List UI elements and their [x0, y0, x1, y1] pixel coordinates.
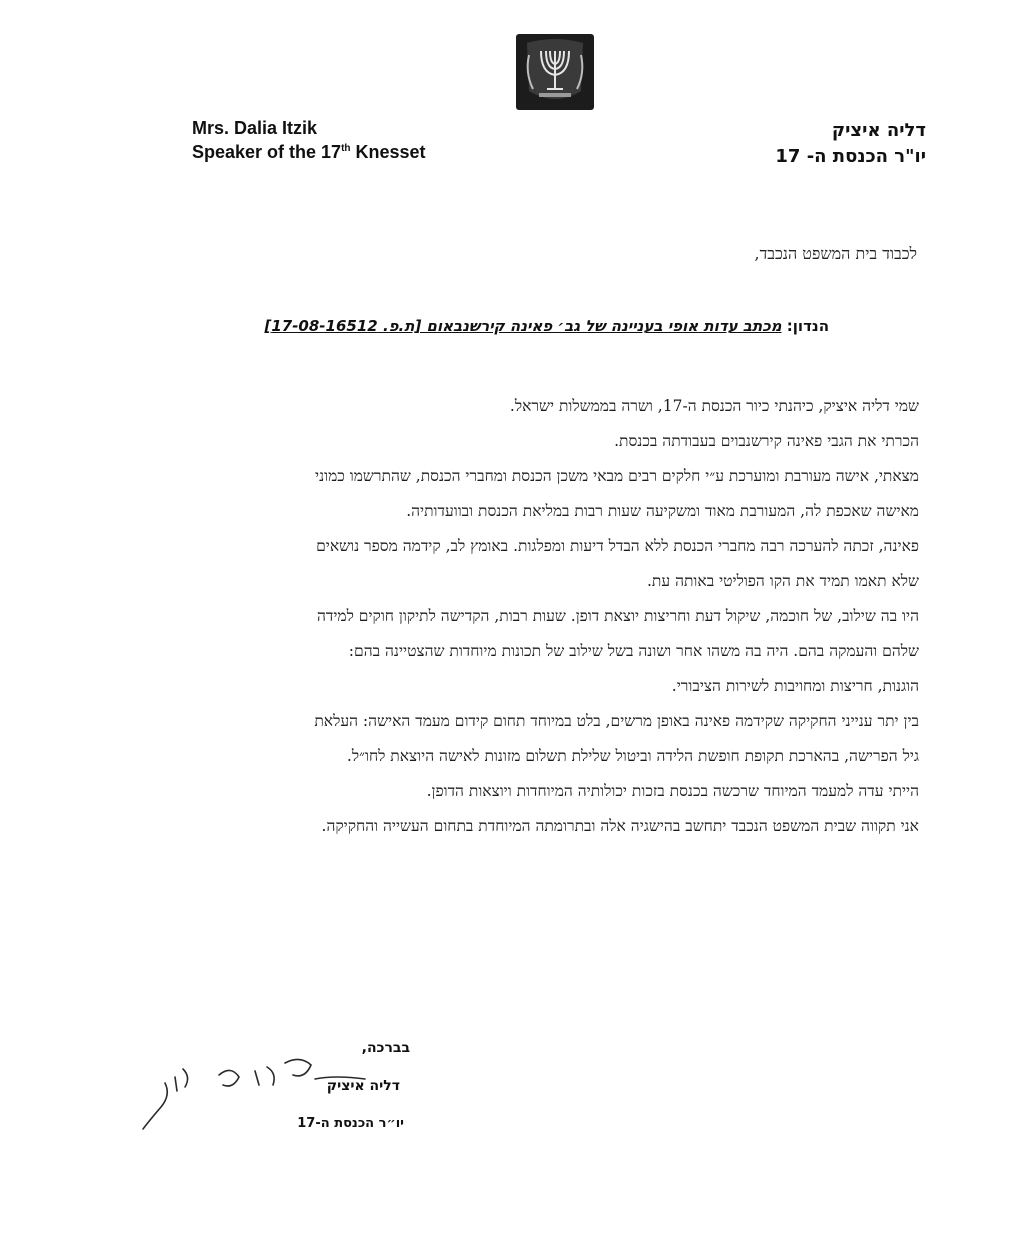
body-line: בין יתר ענייני החקיקה שקידמה פאינה באופן מרשים, בלט במיוחד תחום קידום מעמד האישה: העלאת — [314, 712, 919, 730]
letter-body — [169, 395, 919, 850]
body-line: מאישה שאכפת לה, המעורבת מאוד ומשקיעה שעות רבות במליאת הכנסת ובוועדותיה. — [406, 502, 919, 520]
body-line: שלא תאמו תמיד את הקו הפוליטי באותה עת. — [646, 572, 919, 590]
body-line: שמי דליה איציק, כיהנתי כיור הכנסת ה-17, ושרה בממשלות ישראל. — [509, 397, 919, 415]
body-line: גיל הפרישה, בהארכת תקופת חופשת הלידה וביטול שלילת תשלום מזונות לאישה היוצאת לחו״ל. — [346, 747, 919, 765]
body-line: הכרתי את הגבי פאינה קירשנבוים בעבודתה בכנסת. — [614, 432, 919, 450]
sender-name-hebrew: דליה איציק — [831, 120, 926, 141]
subject-text: מכתב עדות אופי בעניינה של גב׳ פאינה קירשנבאום [ת.פ. 17-08-16512] — [264, 317, 782, 335]
subject-label: הנדון: — [786, 317, 829, 335]
body-line: אני תקווה שבית המשפט הנכבד יתחשב בהישגיה אלה ובתרומתה המיוחדת בתחום העשייה והחקיקה. — [321, 817, 919, 835]
sender-title-hebrew: יו"ר הכנסת ה- 17 — [775, 146, 926, 167]
sender-header-hebrew — [666, 118, 926, 170]
subject-line — [209, 317, 829, 335]
sender-title-english-prefix: Speaker of the 17 — [192, 142, 342, 162]
body-line: פאינה, זכתה להערכה רבה מחברי הכנסת ללא הבדל דיעות ומפלגות. באומץ לב, קידמה מספר נושאים — [316, 537, 919, 555]
sender-title-english-ordinal: th — [341, 143, 351, 154]
sender-name-english: Mrs. Dalia Itzik — [192, 118, 318, 138]
body-line: שלהם והעמקה בהם. היה בה משהו אחר ושונה בשל שילוב של תכונות מיוחדות שהצטיינה בהם: — [348, 642, 919, 660]
closing-title: יו״ר הכנסת ה-17 — [297, 1116, 404, 1131]
body-line: הייתי עדה למעמד המיוחד שרכשה בכנסת בזכות יכולותיה המיוחדות ויוצאות הדופן. — [426, 782, 919, 800]
sender-header-english — [192, 116, 512, 164]
salutation: לכבוד בית המשפט הנכבד, — [754, 244, 917, 263]
sender-title-english-suffix: Knesset — [350, 142, 426, 162]
body-line: הוגנות, חריצות ומחויבות לשירות הציבורי. — [671, 677, 919, 695]
closing-greeting: בברכה, — [361, 1040, 410, 1056]
knesset-emblem-icon — [515, 33, 595, 111]
body-line: היו בה שילוב, של חוכמה, שיקול דעת וחריצות יוצאת דופן. שעות רבות, הקדישה לתיקון חוקים למידה — [316, 607, 919, 625]
closing-name: דליה איציק — [326, 1078, 400, 1094]
sender-title-english — [192, 140, 512, 164]
body-line: מצאתי, אישה מעורבת ומוערכת ע״י חלקים רבים מבאי משכן הכנסת ומחברי הכנסת, שהתרשמו כמוני — [315, 467, 919, 485]
